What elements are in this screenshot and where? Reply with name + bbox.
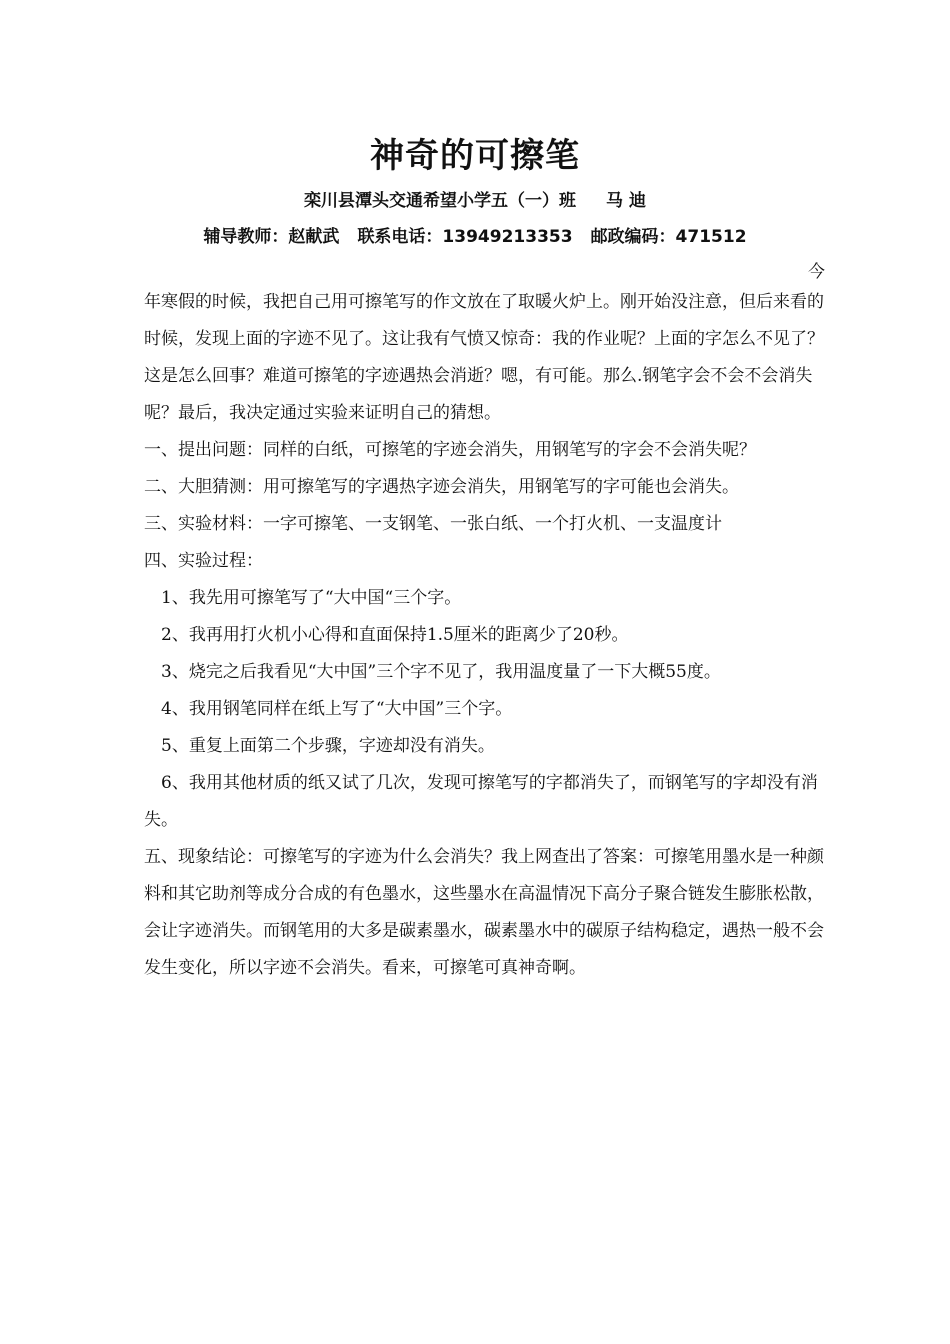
paragraph: 二、大胆猜测：用可擦笔写的字遇热字迹会消失，用钢笔写的字可能也会消失。 <box>144 477 739 497</box>
step-item: 3、烧完之后我看见“大中国”三个字不见了，我用温度量了一下大概55度。 <box>161 662 721 682</box>
postcode: 邮政编码：471512 <box>590 227 747 247</box>
step-item: 2、我再用打火机小心得和直面保持1.5厘米的距离少了20秒。 <box>161 625 629 645</box>
stray-character: 今 <box>808 262 825 282</box>
paragraph: 一、提出问题：同样的白纸，可擦笔的字迹会消失，用钢笔写的字会不会消失呢？ <box>144 440 756 460</box>
conclusion-paragraph: 五、现象结论：可擦笔写的字迹为什么会消失？我上网查出了答案：可擦笔用墨水是一种颜料和其它助剂等成分合成的有色墨水，这些墨水在高温情况下高分子聚合链发生膨胀松散，会让字迹消失。而钢笔用的大多是碳素墨水，碳素墨水中的碳原子结构稳定，遇热一般不会发生变化，所以字迹不会消失。看来，可擦笔可真神奇啊。 <box>144 847 824 978</box>
step-item: 1、我先用可擦笔写了“大中国“三个字。 <box>161 588 462 608</box>
body-text <box>144 284 828 987</box>
teacher-line <box>0 222 950 247</box>
teacher-name: 辅导教师：赵献武 <box>203 227 340 247</box>
step-item: 4、我用钢笔同样在纸上写了“大中国”三个字。 <box>161 699 513 719</box>
paragraph: 三、实验材料：一字可擦笔、一支钢笔、一张白纸、一个打火机、一支温度计 <box>144 514 722 534</box>
phone-number: 联系电话：13949213353 <box>357 227 573 247</box>
step-item: 5、重复上面第二个步骤，字迹却没有消失。 <box>161 736 495 756</box>
student-name: 马 迪 <box>606 191 646 211</box>
school-name: 栾川县潭头交通希望小学五（一）班 <box>304 191 577 211</box>
paragraph: 四、实验过程： <box>144 551 263 571</box>
paragraph: 年寒假的时候，我把自己用可擦笔写的作文放在了取暖火炉上。刚开始没注意，但后来看的时候，发现上面的字迹不见了。这让我有气愤又惊奇：我的作业呢？上面的字怎么不见了？这是怎么回事？难道可擦笔的字迹遇热会消逝？嗯，有可能。那么.钢笔字会不会不会消失呢？最后，我决定通过实验来证明自己的猜想。 <box>144 292 824 423</box>
step-item: 6、我用其他材质的纸又试了几次，发现可擦笔写的字都消失了，而钢笔写的字却没有消失。 <box>144 773 818 830</box>
page-title: 神奇的可擦笔 <box>370 136 580 176</box>
author-line <box>0 186 950 211</box>
